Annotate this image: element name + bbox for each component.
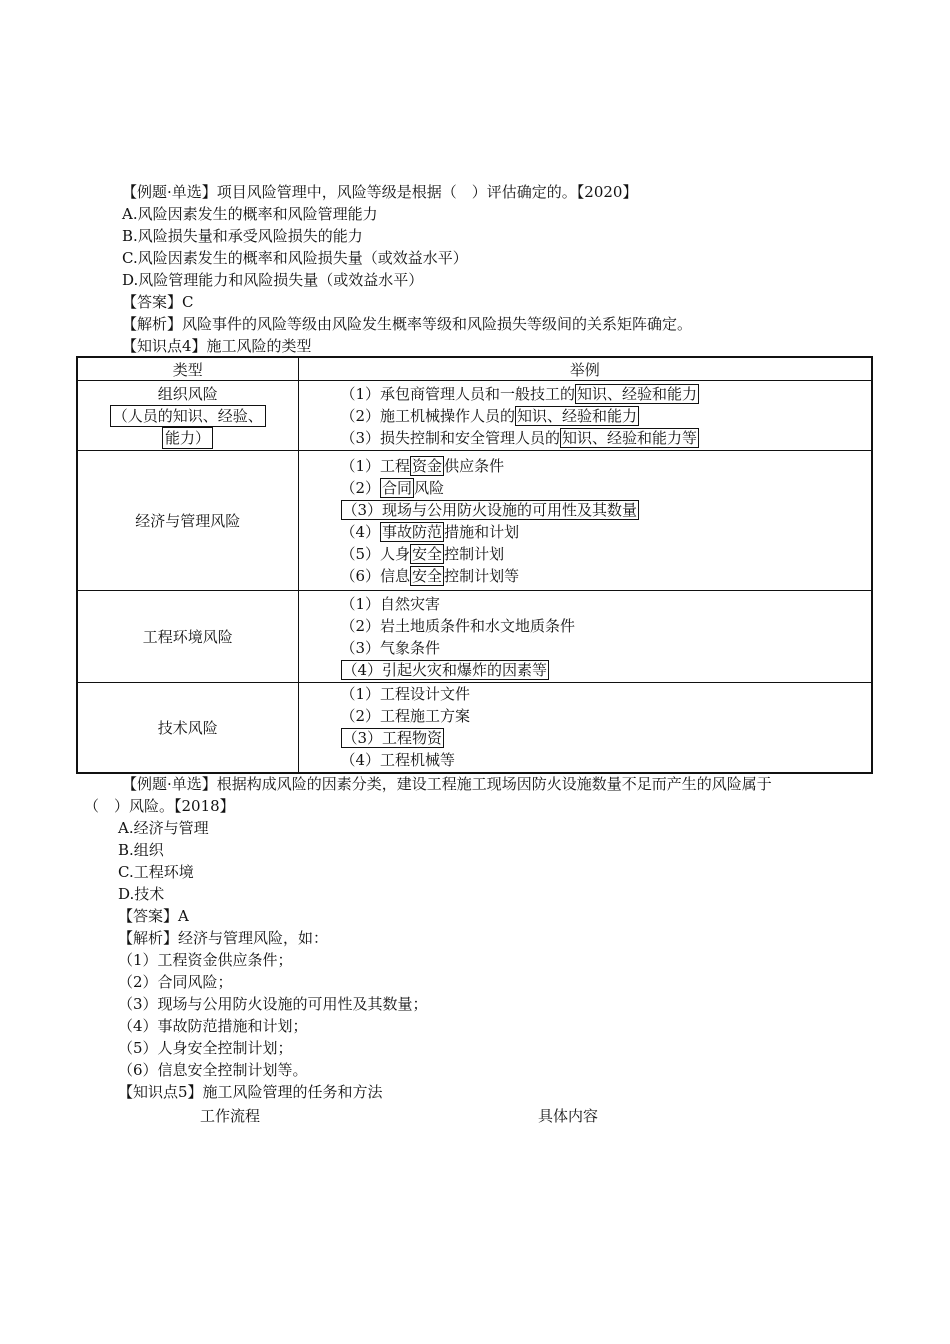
list-item: （6）信息 安全 控制计划等 [340, 566, 520, 585]
list-item: （3）现场与公用防火设施的可用性及其数量 [342, 500, 638, 519]
examples-cell-tech [298, 683, 872, 773]
q1-analysis: 【解析】风险事件的风险等级由风险发生概率等级和风险损失等级间的关系矩阵确定。 [122, 315, 693, 333]
q2-option-c: C.工程环境 [118, 863, 194, 881]
kp5-col-workflow: 工作流程 [200, 1107, 261, 1125]
q2-option-a: A.经济与管理 [118, 819, 209, 837]
list-item: （2） 合同 风险 [340, 478, 445, 497]
risk-type-table [76, 356, 873, 774]
q1-stem: 【例题·单选】项目风险管理中，风险等级是根据（ ）评估确定的。【2020】 [122, 183, 638, 201]
q2-item-1: （1）工程资金供应条件； [118, 951, 293, 969]
examples-cell-econ [298, 451, 872, 591]
table-header-row [77, 357, 872, 381]
list-item: （2）岩土地质条件和水文地质条件 [340, 616, 576, 635]
q2-item-3: （3）现场与公用防火设施的可用性及其数量； [118, 995, 428, 1013]
q2-item-5: （5）人身安全控制计划； [118, 1039, 293, 1057]
table-row-env [77, 591, 872, 683]
list-item: （2）工程施工方案 [340, 707, 471, 726]
type-cell-env: 工程环境风险 [77, 591, 298, 683]
type-cell-tech: 技术风险 [77, 683, 298, 773]
kp4-title: 【知识点4】施工风险的类型 [122, 337, 312, 355]
header-example: 举例 [298, 357, 872, 381]
q2-analysis: 【解析】经济与管理风险，如： [118, 929, 329, 947]
list-item: （3）损失控制和安全管理人员的 知识、经验和能力等 [340, 428, 698, 447]
examples-cell-org [298, 381, 872, 451]
q2-option-b: B.组织 [118, 841, 164, 859]
type-org-note-2: 能力） [162, 427, 213, 449]
list-item: （4）工程机械等 [340, 751, 456, 770]
kp5-title: 【知识点5】施工风险管理的任务和方法 [118, 1083, 383, 1101]
q1-option-c: C.风险因素发生的概率和风险损失量（或效益水平） [122, 249, 468, 267]
type-org-label: 组织风险 [157, 384, 218, 403]
q1-option-a: A.风险因素发生的概率和风险管理能力 [122, 205, 378, 223]
list-item: （1）承包商管理人员和一般技工的 知识、经验和能力 [340, 384, 698, 403]
q2-item-2: （2）合同风险； [118, 973, 233, 991]
q2-item-4: （4）事故防范措施和计划； [118, 1017, 308, 1035]
list-item: （4） 事故防范 措施和计划 [340, 522, 520, 541]
list-item: （3）气象条件 [340, 638, 441, 657]
table-row-org [77, 381, 872, 451]
q1-option-d: D.风险管理能力和风险损失量（或效益水平） [122, 271, 424, 289]
type-cell-econ: 经济与管理风险 [77, 451, 298, 591]
list-item: （1）工程设计文件 [340, 685, 471, 704]
list-item: （4）引起火灾和爆炸的因素等 [342, 660, 548, 679]
table-row-econ [77, 451, 872, 591]
list-item: （2）施工机械操作人员的 知识、经验和能力 [340, 406, 638, 425]
q2-item-6: （6）信息安全控制计划等。 [118, 1061, 308, 1079]
type-cell-org [77, 381, 298, 451]
q1-option-b: B.风险损失量和承受风险损失的能力 [122, 227, 363, 245]
table-row-tech [77, 683, 872, 773]
header-type: 类型 [77, 357, 298, 381]
list-item: （1）自然灾害 [340, 594, 441, 613]
type-org-note-1: （人员的知识、经验、 [110, 405, 266, 427]
list-item: （1）工程 资金 供应条件 [340, 456, 505, 475]
q2-stem-line2: （ ）风险。【2018】 [84, 797, 235, 815]
q2-stem-line1: 【例题·单选】根据构成风险的因素分类，建设工程施工现场因防火设施数量不足而产生的风险属于 [122, 775, 772, 793]
kp5-col-content: 具体内容 [538, 1107, 599, 1125]
q2-option-d: D.技术 [118, 885, 165, 903]
q1-answer: 【答案】C [122, 293, 194, 311]
list-item: （3）工程物资 [342, 729, 443, 748]
list-item: （5）人身 安全 控制计划 [340, 544, 505, 563]
examples-cell-env [298, 591, 872, 683]
q2-answer: 【答案】A [118, 907, 189, 925]
